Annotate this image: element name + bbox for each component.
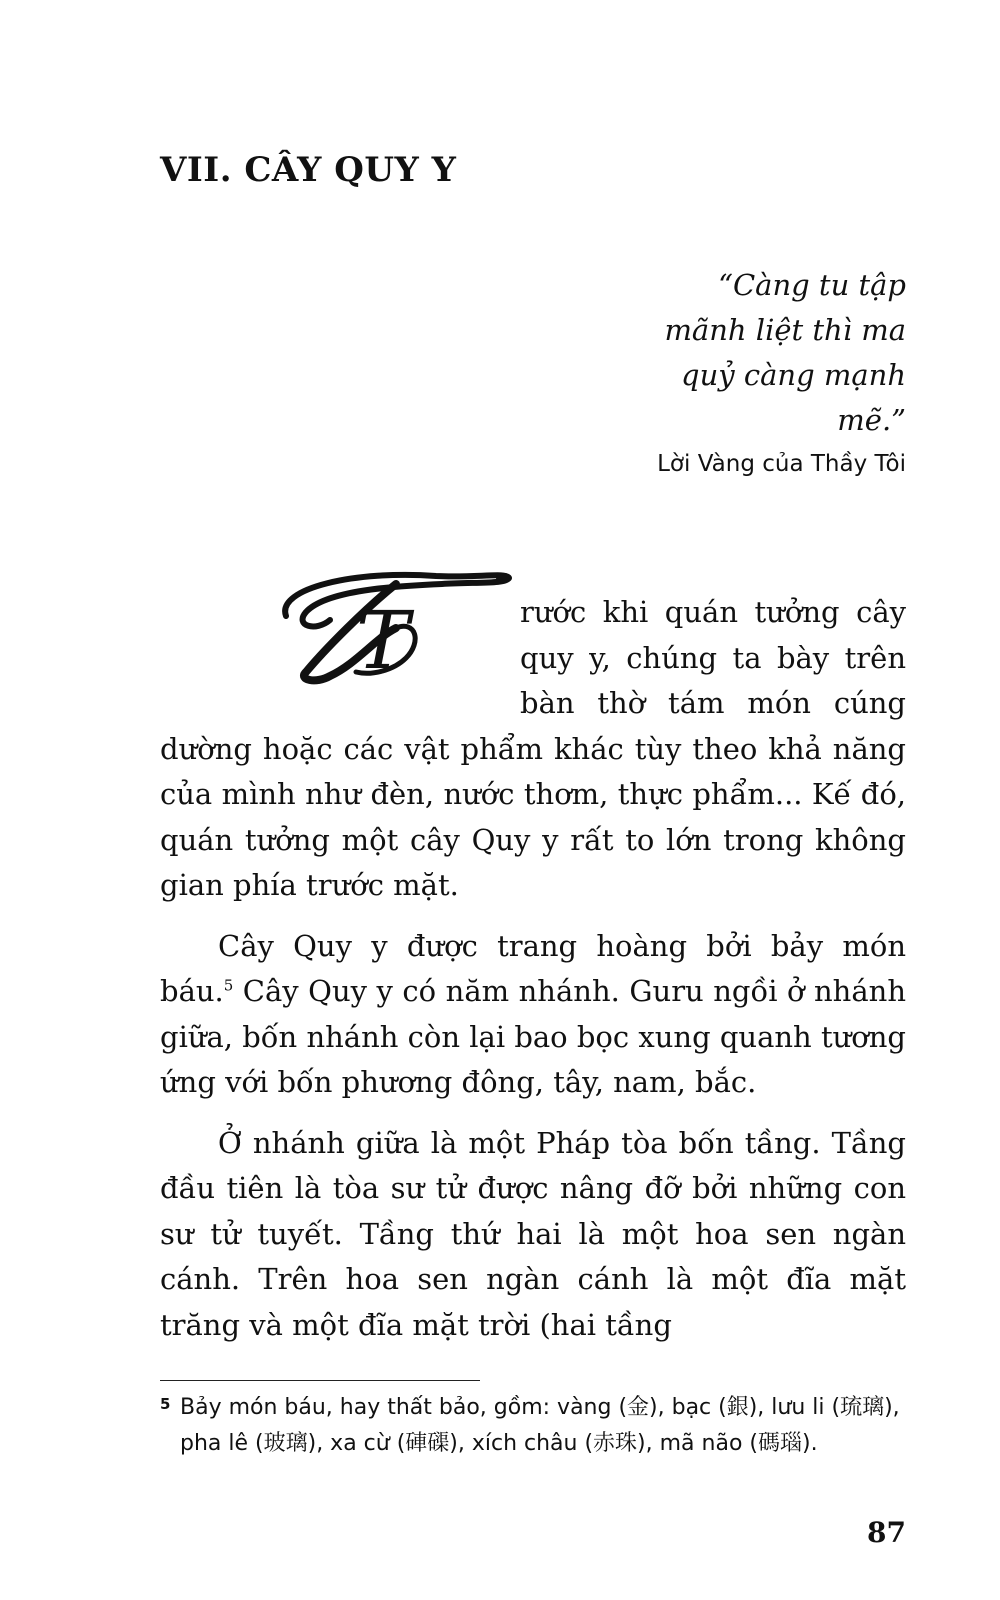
epigraph-line: “Càng tu tập bbox=[718, 268, 906, 302]
epigraph-line: mãnh liệt thì ma bbox=[664, 313, 906, 347]
dropcap-ornament bbox=[246, 568, 514, 687]
page-number: 87 bbox=[867, 1516, 906, 1549]
epigraph-line: mẽ.” bbox=[837, 403, 906, 437]
dropcap-letter: T bbox=[356, 594, 410, 687]
chapter-title: VII. CÂY QUY Y bbox=[160, 150, 457, 190]
footnote-text: Bảy món báu, hay thất bảo, gồm: vàng (金), bạc (銀), lưu li (琉璃), pha lê (玻璃), xa cừ (硨磲), xích châu (赤珠), mã não (碼瑙). bbox=[180, 1395, 900, 1456]
epigraph bbox=[560, 263, 906, 477]
epigraph-line: quỷ càng mạnh bbox=[681, 358, 906, 392]
paragraph-2-text-a: Cây Quy y được trang hoàng bởi bảy món báu. bbox=[160, 928, 906, 1008]
footnote-reference[interactable]: 5 bbox=[223, 976, 234, 995]
footnote-number: 5 bbox=[160, 1395, 171, 1413]
epigraph-quote bbox=[560, 263, 906, 443]
epigraph-source: Lời Vàng của Thầy Tôi bbox=[657, 451, 906, 477]
paragraph-2 bbox=[160, 924, 906, 1106]
footnote bbox=[160, 1390, 906, 1462]
paragraph-3: Ở nhánh giữa là một Pháp tòa bốn tầng. Tầng đầu tiên là tòa sư tử được nâng đỡ bởi những con sư tử tuyết. Tầng thứ hai là một hoa sen ngàn cánh. Trên hoa sen ngàn cánh là một đĩa mặt trăng và một đĩa mặt trời (hai tầng bbox=[160, 1125, 906, 1342]
footnote-divider bbox=[160, 1380, 480, 1381]
paragraph-2-text-b: Cây Quy y có năm nhánh. Guru ngồi ở nhánh giữa, bốn nhánh còn lại bao bọc xung quanh tương ứng với bốn phương đông, tây, nam, bắc. bbox=[160, 974, 906, 1099]
body-text bbox=[160, 590, 906, 1363]
paragraph-1-text: rước khi quán tưởng cây quy y, chúng ta bày trên bàn thờ tám món cúng dường hoặc các vật phẩm khác tùy theo khả năng của mình như đèn, nước thơm, thực phẩm... Kế đó, quán tưởng một cây Quy y rất to lớn trong không gian phía trước mặt. bbox=[160, 595, 906, 902]
paragraph-1 bbox=[160, 590, 906, 909]
dropcap-swash-icon bbox=[246, 568, 514, 688]
